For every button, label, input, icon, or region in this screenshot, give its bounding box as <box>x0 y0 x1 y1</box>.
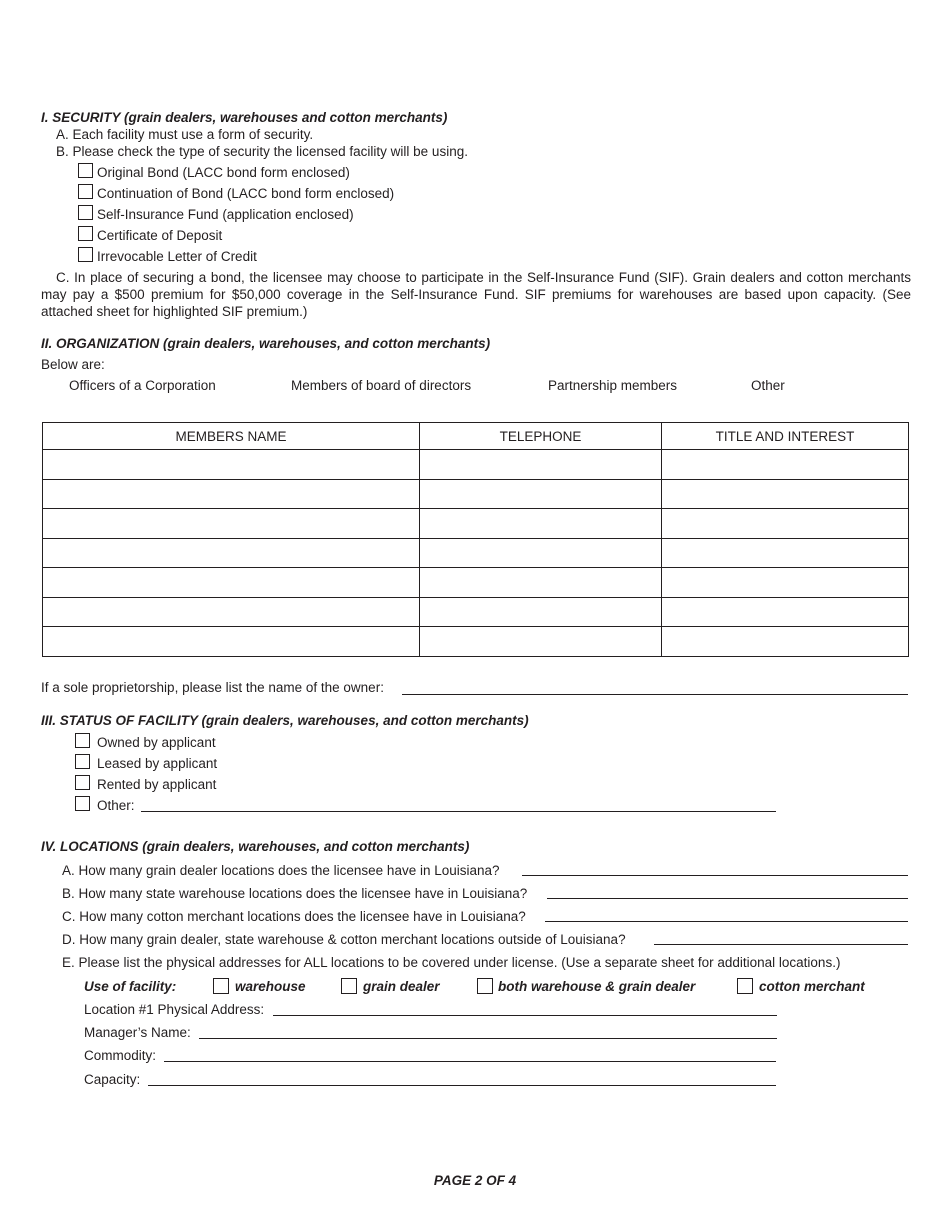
manager-name-label: Manager’s Name: <box>84 1025 191 1040</box>
telephone-cell[interactable] <box>420 450 662 480</box>
checkbox-certificate-deposit[interactable] <box>78 226 93 241</box>
checkbox-both[interactable] <box>477 978 493 994</box>
telephone-cell[interactable] <box>420 509 662 539</box>
telephone-cell[interactable] <box>420 479 662 509</box>
member-name-cell[interactable] <box>43 597 420 627</box>
table-row <box>43 627 909 657</box>
title-interest-cell[interactable] <box>662 627 909 657</box>
member-name-cell[interactable] <box>43 450 420 480</box>
label-rented: Rented by applicant <box>97 777 217 792</box>
question-d: D. How many grain dealer, state warehouse & cotton merchant locations outside of Louisiana? <box>62 932 626 947</box>
location-address-label: Location #1 Physical Address: <box>84 1002 265 1017</box>
location-address-field[interactable] <box>273 1015 777 1016</box>
org-type-partnership: Partnership members <box>548 378 678 393</box>
answer-d-field[interactable] <box>654 944 908 945</box>
title-interest-cell[interactable] <box>662 509 909 539</box>
label-self-insurance: Self-Insurance Fund (application enclosed) <box>97 207 354 222</box>
manager-name-field[interactable] <box>199 1038 777 1039</box>
label-continuation-bond: Continuation of Bond (LACC bond form enclosed) <box>97 186 395 201</box>
title-interest-cell[interactable] <box>662 597 909 627</box>
title-interest-cell[interactable] <box>662 538 909 568</box>
column-header-title-interest: TITLE AND INTEREST <box>662 423 909 450</box>
table-row <box>43 568 909 598</box>
checkbox-original-bond[interactable] <box>78 163 93 178</box>
checkbox-other-status[interactable] <box>75 796 90 811</box>
answer-c-field[interactable] <box>545 921 908 922</box>
telephone-cell[interactable] <box>420 568 662 598</box>
telephone-cell[interactable] <box>420 538 662 568</box>
org-type-officers: Officers of a Corporation <box>69 378 216 393</box>
checkbox-leased[interactable] <box>75 754 90 769</box>
question-b: B. How many state warehouse locations does the licensee have in Louisiana? <box>62 886 528 901</box>
title-interest-cell[interactable] <box>662 450 909 480</box>
telephone-cell[interactable] <box>420 597 662 627</box>
checkbox-self-insurance[interactable] <box>78 205 93 220</box>
label-other-status: Other: <box>97 798 135 813</box>
checkbox-rented[interactable] <box>75 775 90 790</box>
label-letter-credit: Irrevocable Letter of Credit <box>97 249 257 264</box>
answer-a-field[interactable] <box>522 875 908 876</box>
section-locations-heading: IV. LOCATIONS (grain dealers, warehouses, and cotton merchants) <box>41 839 470 854</box>
column-header-telephone: TELEPHONE <box>420 423 662 450</box>
checkbox-grain-dealer[interactable] <box>341 978 357 994</box>
use-of-facility-label: Use of facility: <box>84 979 177 994</box>
security-item-c: C. In place of securing a bond, the licensee may choose to participate in the Self-Insurance Fund (SIF). Grain dealers and cotton merchants may pay a $500 premium for $50,000 coverage in the Self-Insurance Fund. SIF premiums for warehouses are based upon capacity. (See attached sheet for highlighted SIF premium.) <box>41 270 911 319</box>
section-status-heading: III. STATUS OF FACILITY (grain dealers, warehouses, and cotton merchants) <box>41 713 529 728</box>
question-c: C. How many cotton merchant locations does the licensee have in Louisiana? <box>62 909 526 924</box>
question-e: E. Please list the physical addresses for ALL locations to be covered under license. (Use a separate sheet for additional locations.) <box>62 955 841 970</box>
member-name-cell[interactable] <box>43 479 420 509</box>
member-name-cell[interactable] <box>43 509 420 539</box>
telephone-cell[interactable] <box>420 627 662 657</box>
checkbox-cotton-merchant[interactable] <box>737 978 753 994</box>
page-number: PAGE 2 OF 4 <box>433 1173 517 1188</box>
member-name-cell[interactable] <box>43 538 420 568</box>
member-name-cell[interactable] <box>43 627 420 657</box>
other-status-field[interactable] <box>141 811 776 812</box>
sole-proprietor-field[interactable] <box>402 694 908 695</box>
title-interest-cell[interactable] <box>662 568 909 598</box>
section-security-heading: I. SECURITY (grain dealers, warehouses and cotton merchants) <box>41 110 448 125</box>
label-original-bond: Original Bond (LACC bond form enclosed) <box>97 165 350 180</box>
checkbox-letter-credit[interactable] <box>78 247 93 262</box>
answer-b-field[interactable] <box>547 898 908 899</box>
below-are-label: Below are: <box>41 357 105 372</box>
commodity-field[interactable] <box>164 1061 776 1062</box>
table-row <box>43 538 909 568</box>
table-row <box>43 450 909 480</box>
label-warehouse: warehouse <box>235 979 306 994</box>
table-row <box>43 509 909 539</box>
checkbox-warehouse[interactable] <box>213 978 229 994</box>
question-a: A. How many grain dealer locations does the licensee have in Louisiana? <box>62 863 500 878</box>
label-grain-dealer: grain dealer <box>363 979 440 994</box>
label-owned: Owned by applicant <box>97 735 216 750</box>
checkbox-continuation-bond[interactable] <box>78 184 93 199</box>
security-item-a: A. Each facility must use a form of security. <box>56 127 314 142</box>
table-row <box>43 479 909 509</box>
label-both: both warehouse & grain dealer <box>498 979 696 994</box>
section-organization-heading: II. ORGANIZATION (grain dealers, warehouses, and cotton merchants) <box>41 336 491 351</box>
column-header-members-name: MEMBERS NAME <box>43 423 420 450</box>
member-name-cell[interactable] <box>43 568 420 598</box>
capacity-label: Capacity: <box>84 1072 141 1087</box>
security-item-b: B. Please check the type of security the licensed facility will be using. <box>56 144 468 159</box>
commodity-label: Commodity: <box>84 1048 157 1063</box>
members-table <box>42 422 909 657</box>
checkbox-owned[interactable] <box>75 733 90 748</box>
label-leased: Leased by applicant <box>97 756 218 771</box>
capacity-field[interactable] <box>148 1085 776 1086</box>
org-type-board: Members of board of directors <box>291 378 472 393</box>
label-certificate-deposit: Certificate of Deposit <box>97 228 223 243</box>
table-row <box>43 597 909 627</box>
title-interest-cell[interactable] <box>662 479 909 509</box>
label-cotton-merchant: cotton merchant <box>759 979 865 994</box>
org-type-other: Other <box>751 378 785 393</box>
sole-proprietor-label: If a sole proprietorship, please list the name of the owner: <box>41 680 384 695</box>
